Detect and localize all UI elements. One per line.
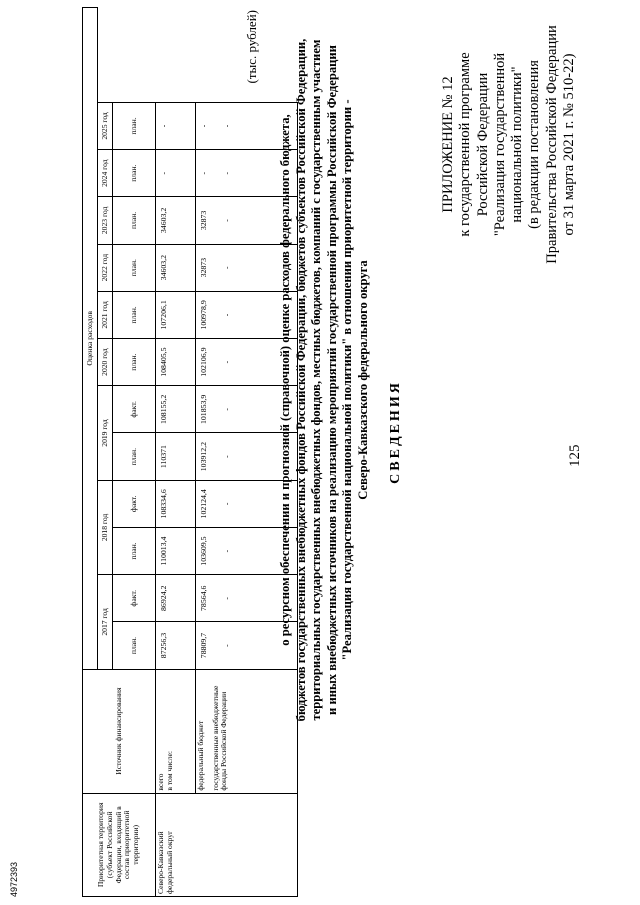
value: - — [199, 124, 208, 128]
value-cell: 107206,1 — [156, 291, 196, 338]
subtitle-line: и иных внебюджетных источников на реализацию мероприятий государственной программы Российской Федерации — [324, 45, 339, 715]
value-cell: 110371 — [156, 433, 196, 480]
appendix-line: ПРИЛОЖЕНИЕ № 12 — [440, 76, 456, 213]
sub-value: - — [221, 549, 231, 553]
value-cell — [196, 386, 298, 433]
value: 32873 — [199, 210, 208, 231]
appendix-block — [440, 12, 578, 277]
sub-value: - — [221, 455, 231, 458]
value: 101853,9 — [199, 394, 208, 424]
subtitle-line: Северо-Кавказского федерального округа — [355, 260, 370, 500]
value-cell — [196, 339, 298, 386]
header-plan: план. — [113, 527, 156, 574]
source-sublabel: в том числе: — [164, 751, 174, 791]
value: 78564,6 — [199, 585, 208, 611]
territory-cell: Северо-Кавказский федеральный округ — [156, 793, 298, 896]
value-cell: 108334,6 — [156, 480, 196, 527]
value: 102124,4 — [199, 489, 208, 519]
subtitle-line: бюджетов государственных внебюджетных фондов Российской Федерации, бюджетов субъектов Российской Федерации, — [293, 38, 308, 722]
source-cell — [156, 669, 196, 793]
value: 32873 — [199, 257, 208, 278]
header-year: 2024 год — [98, 150, 113, 197]
value-cell: - — [156, 102, 196, 149]
value: - — [199, 171, 208, 175]
sub-value: - — [221, 266, 231, 269]
value-cell: 108155,2 — [156, 386, 196, 433]
sub-value: - — [221, 502, 231, 506]
sub-value: - — [221, 171, 231, 175]
header-year: 2025 год — [98, 102, 113, 149]
header-territory: Приоритетная территория (субъект Российской Федерации, входящий в состав приоритетной территории) — [83, 793, 156, 896]
sub-value: - — [221, 219, 231, 222]
value-cell: 110013,4 — [156, 527, 196, 574]
sub-value: - — [221, 644, 231, 647]
document-heading: СВЕДЕНИЯ — [388, 380, 403, 484]
header-fact: факт. — [113, 480, 156, 527]
header-plan: план. — [113, 197, 156, 244]
header-plan: план. — [113, 433, 156, 480]
document-number: 4972393 — [9, 861, 19, 897]
value-cell — [196, 102, 298, 149]
value-cell: 87256,3 — [156, 622, 196, 669]
expenses-table — [82, 7, 298, 897]
header-plan: план. — [113, 339, 156, 386]
value: 78809,7 — [199, 632, 208, 659]
value-cell: 108405,5 — [156, 339, 196, 386]
header-plan: план. — [113, 622, 156, 669]
subtitle-line: "Реализация государственной национальной политики" в отношении приоритетной территории - — [340, 99, 354, 661]
header-year: 2023 год — [98, 197, 113, 244]
header-source: Источник финансирования — [83, 669, 156, 793]
sub-value: - — [221, 360, 231, 364]
value-cell — [196, 433, 298, 480]
header-plan: план. — [113, 102, 156, 149]
header-plan: план. — [113, 291, 156, 338]
header-year: 2022 год — [98, 244, 113, 291]
appendix-line: (в редакции постановления — [526, 60, 543, 229]
value-cell — [196, 291, 298, 338]
header-year: 2020 год — [98, 339, 113, 386]
header-fact: факт. — [113, 386, 156, 433]
value-cell — [196, 197, 298, 244]
table-row — [156, 8, 196, 897]
value-cell — [196, 150, 298, 197]
sub-value: - — [221, 408, 231, 411]
value-cell — [196, 527, 298, 574]
appendix-line: Правительства Российской Федерации — [543, 25, 560, 264]
header-year: 2019 год — [98, 386, 113, 480]
table-row — [196, 8, 298, 897]
value-cell: 34603,2 — [156, 197, 196, 244]
value-cell: 34603,2 — [156, 244, 196, 291]
header-year: 2017 год — [98, 575, 113, 669]
value-cell — [196, 244, 298, 291]
page-number: 125 — [567, 444, 583, 467]
value-cell — [196, 575, 298, 622]
value-cell — [196, 480, 298, 527]
source-label: федеральный бюджет — [196, 720, 205, 791]
value: 102106,9 — [199, 347, 208, 377]
sub-value: - — [221, 596, 231, 600]
appendix-line: к государственной программе — [457, 52, 474, 237]
sub-value: - — [221, 124, 231, 128]
header-year: 2018 год — [98, 480, 113, 574]
subtitle-line: о ресурсном обеспечении и прогнозной (справочной) оценке расходов федерального бюджета, — [278, 114, 292, 646]
value-cell: - — [156, 150, 196, 197]
units-label: (тыс. рублей) — [244, 10, 259, 84]
value: 100978,9 — [199, 300, 208, 330]
appendix-line: "Реализация государственной — [491, 52, 508, 237]
header-plan: план. — [113, 150, 156, 197]
value: 103609,5 — [199, 536, 208, 566]
header-plan: план. — [113, 244, 156, 291]
sub-value: - — [221, 313, 231, 317]
appendix-line: национальной политики" — [509, 66, 526, 223]
value: 103912,2 — [199, 441, 208, 472]
source-sublabel: государственные внебюджетные фонды Российской Федерации — [210, 685, 229, 791]
value-cell: 86924,2 — [156, 575, 196, 622]
header-fact: факт. — [113, 575, 156, 622]
header-year: 2021 год — [98, 291, 113, 338]
header-estimate: Оценка расходов — [83, 8, 98, 670]
appendix-line: от 31 марта 2021 г. № 510-22) — [561, 53, 578, 236]
subtitle-line: территориальных государственных внебюджетных фондов, местных бюджетов, компаний с государственным участием — [309, 39, 323, 721]
source-cell — [196, 669, 298, 793]
appendix-line: Российской Федерации — [474, 72, 491, 217]
source-label: всего — [156, 773, 165, 791]
value-cell — [196, 622, 298, 669]
